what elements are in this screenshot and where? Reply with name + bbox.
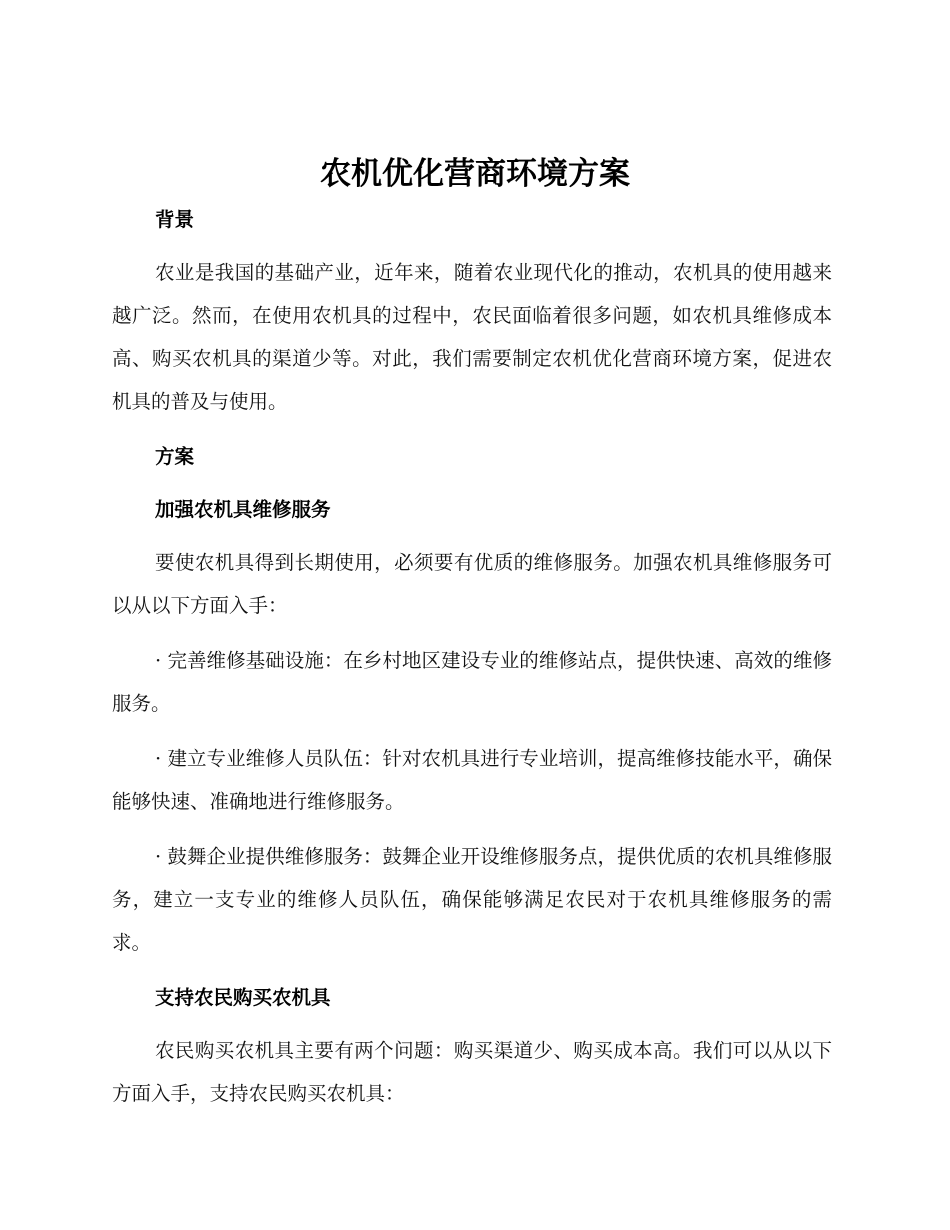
heading-repair: 加强农机具维修服务: [155, 498, 331, 521]
document-body: [112, 198, 832, 1115]
heading-plan: 方案: [155, 445, 195, 468]
heading-background: 背景: [155, 208, 195, 231]
paragraph-purchase-intro: 农民购买农机具主要有两个问题：购买渠道少、购买成本高。我们可以从以下方面入手，支持农民购买农机具：: [112, 1039, 832, 1105]
paragraph-repair-intro: 要使农机具得到长期使用，必须要有优质的维修服务。加强农机具维修服务可以从以下方面入手：: [112, 551, 832, 617]
paragraph-background: 农业是我国的基础产业，近年来，随着农业现代化的推动，农机具的使用越来越广泛。然而，在使用农机具的过程中，农民面临着很多问题，如农机具维修成本高、购买农机具的渠道少等。对此，我们需要制定农机优化营商环境方案，促进农机具的普及与使用。: [112, 261, 832, 413]
heading-purchase: 支持农民购买农机具: [155, 986, 331, 1009]
list-item: · 建立专业维修人员队伍：针对农机具进行专业培训，提高维修技能水平，确保能够快速、准确地进行维修服务。: [112, 747, 832, 813]
list-item: · 鼓舞企业提供维修服务：鼓舞企业开设维修服务点，提供优质的农机具维修服务，建立一支专业的维修人员队伍，确保能够满足农民对于农机具维修服务的需求。: [112, 845, 832, 954]
list-item: · 完善维修基础设施：在乡村地区建设专业的维修站点，提供快速、高效的维修服务。: [112, 649, 832, 715]
document-title: 农机优化营商环境方案: [320, 156, 630, 192]
